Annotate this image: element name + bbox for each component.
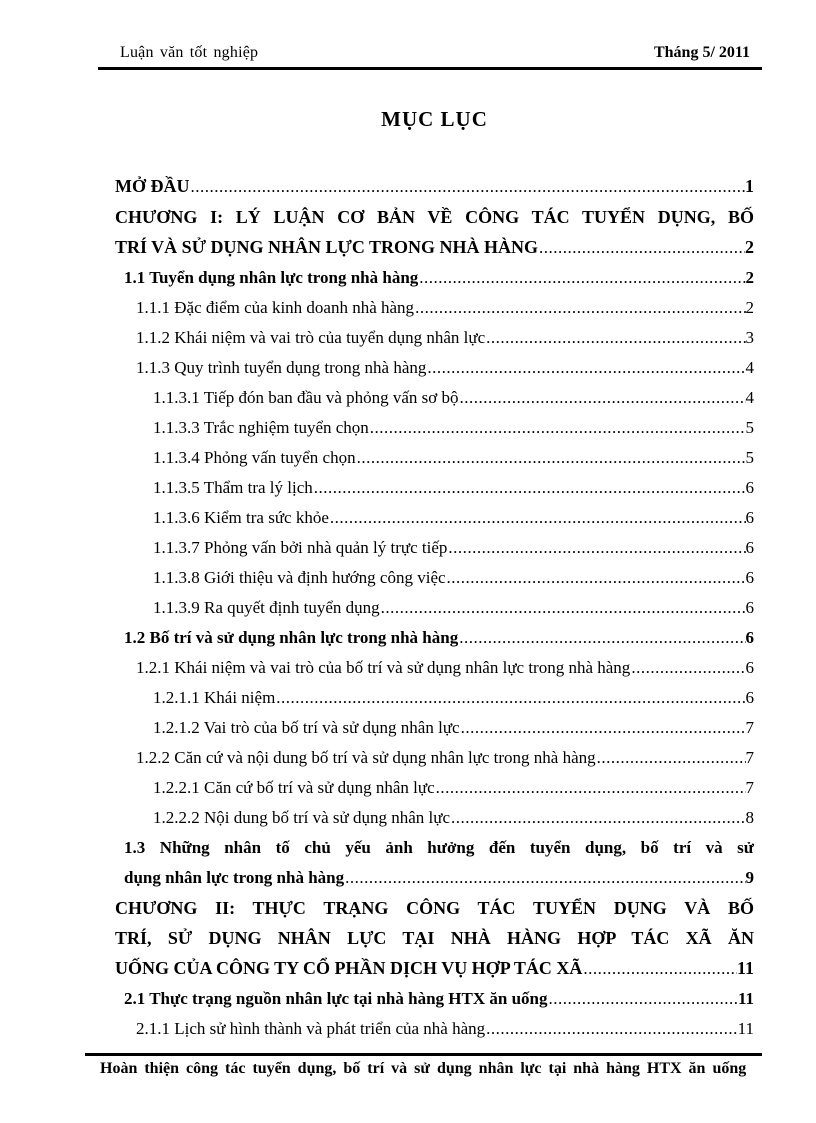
- toc-entry: [115, 683, 754, 713]
- toc-leader-dots: [414, 293, 745, 323]
- toc-entry-text: CHƯƠNG I: LÝ LUẬN CƠ BẢN VỀ CÔNG TÁC TUYỂN DỤNG, BỐ: [115, 207, 754, 227]
- toc-entry-text: 1.1.3.4 Phỏng vấn tuyển chọn: [153, 448, 356, 467]
- toc-entry-text: 1.2 Bố trí và sử dụng nhân lực trong nhà hàng: [124, 628, 459, 647]
- toc-leader-dots: [356, 443, 746, 473]
- toc-leader-dots: [190, 172, 746, 202]
- toc-entry: [115, 473, 754, 503]
- toc-entry-text: UỐNG CỦA CÔNG TY CỔ PHẦN DỊCH VỤ HỢP TÁC XÃ: [115, 958, 583, 978]
- toc-page-number: 6: [745, 478, 754, 497]
- toc-entry: [115, 893, 754, 923]
- toc-entry-text: 2.1.1 Lịch sử hình thành và phát triển của nhà hàng: [136, 1019, 486, 1038]
- toc-entry-text: 1.1.3 Quy trình tuyển dụng trong nhà hàng: [136, 358, 427, 377]
- toc-entry: [115, 353, 754, 383]
- page-footer: [85, 1053, 762, 1078]
- toc-leader-dots: [329, 503, 746, 533]
- toc-entry-text: 1.2.2 Căn cứ và nội dung bố trí và sử dụng nhân lực trong nhà hàng: [136, 748, 596, 767]
- toc-entry: [115, 984, 754, 1014]
- toc-leader-dots: [418, 263, 745, 293]
- toc-page-number: 6: [745, 688, 754, 707]
- toc-entry: [115, 413, 754, 443]
- toc-page-number: 6: [745, 658, 754, 677]
- toc-entry: [115, 713, 754, 743]
- toc-entry-text: TRÍ VÀ SỬ DỤNG NHÂN LỰC TRONG NHÀ HÀNG: [115, 237, 539, 257]
- page-header: [98, 44, 762, 70]
- toc-entry-text: 1.2.1.1 Khái niệm: [153, 688, 276, 707]
- toc-page-number: 1: [745, 176, 754, 196]
- toc-page-number: 7: [745, 748, 754, 767]
- toc-entry-text: 1.2.1.2 Vai trò của bố trí và sử dụng nhân lực: [153, 718, 460, 737]
- toc-page-number: 6: [745, 538, 754, 557]
- toc-leader-dots: [446, 563, 746, 593]
- toc-page-number: 6: [745, 628, 754, 647]
- toc-entry-text: 1.1.3.3 Trắc nghiệm tuyển chọn: [153, 418, 369, 437]
- toc-page-number: 2: [745, 268, 754, 287]
- toc-page-number: 5: [745, 448, 754, 467]
- toc-entry-text: dụng nhân lực trong nhà hàng: [124, 868, 345, 887]
- header-left-text: Luận văn tốt nghiệp: [120, 44, 259, 61]
- toc-page-number: 3: [745, 328, 754, 347]
- toc-entry: [115, 263, 754, 293]
- toc-entry-text: 1.3 Những nhân tố chủ yếu ảnh hưởng đến tuyển dụng, bố trí và sử: [124, 838, 754, 857]
- toc-entry-text: 1.1.3.6 Kiểm tra sức khỏe: [153, 508, 329, 527]
- toc-leader-dots: [275, 683, 745, 713]
- toc-page-number: 6: [745, 568, 754, 587]
- toc-entry: [115, 202, 754, 232]
- toc-page-number: 2: [745, 237, 754, 257]
- toc-leader-dots: [313, 473, 746, 503]
- toc-entry: [115, 232, 754, 263]
- toc-leader-dots: [460, 713, 746, 743]
- toc-entry-text: TRÍ, SỬ DỤNG NHÂN LỰC TẠI NHÀ HÀNG HỢP TÁC XÃ ĂN: [115, 928, 754, 948]
- toc-entry-text: 1.1 Tuyển dụng nhân lực trong nhà hàng: [124, 268, 419, 287]
- toc-page-number: 8: [745, 808, 754, 827]
- toc-entry-text: 1.1.3.7 Phỏng vấn bởi nhà quản lý trực tiếp: [153, 538, 448, 557]
- toc-leader-dots: [630, 653, 745, 683]
- toc-entry: [115, 623, 754, 653]
- toc-page-number: 9: [745, 868, 754, 887]
- toc-entry-text: 1.1.1 Đặc điểm của kinh doanh nhà hàng: [136, 298, 415, 317]
- page-title: MỤC LỤC: [381, 107, 488, 131]
- toc-page-number: 6: [745, 598, 754, 617]
- toc-entry-text: 1.1.3.9 Ra quyết định tuyển dụng: [153, 598, 380, 617]
- toc-leader-dots: [426, 353, 745, 383]
- toc-page-number: 7: [745, 778, 754, 797]
- toc-entry-text: 2.1 Thực trạng nguồn nhân lực tại nhà hàng HTX ăn uống: [124, 989, 548, 1008]
- toc-leader-dots: [380, 593, 746, 623]
- toc-entry: [115, 743, 754, 773]
- toc-entry: [115, 1014, 754, 1044]
- toc-entry-text: MỞ ĐẦU: [115, 176, 190, 196]
- toc-leader-dots: [344, 863, 745, 893]
- toc-page-number: 6: [745, 508, 754, 527]
- toc-entry-text: 1.1.3.1 Tiếp đón ban đầu và phỏng vấn sơ bộ: [153, 388, 459, 407]
- toc-page-number: 5: [745, 418, 754, 437]
- toc-entry: [115, 171, 754, 202]
- toc-entry: [115, 593, 754, 623]
- toc-entry: [115, 953, 754, 984]
- toc-leader-dots: [596, 743, 746, 773]
- toc-page-number: 2: [745, 298, 754, 317]
- toc-entry: [115, 503, 754, 533]
- toc-leader-dots: [458, 623, 745, 653]
- toc-entry: [115, 773, 754, 803]
- toc-entry-text: CHƯƠNG II: THỰC TRẠNG CÔNG TÁC TUYỂN DỤNG VÀ BỐ: [115, 898, 754, 918]
- toc-entry: [115, 383, 754, 413]
- toc-entry-text: 1.2.2.1 Căn cứ bố trí và sử dụng nhân lực: [153, 778, 435, 797]
- toc-page-number: 11: [737, 989, 754, 1008]
- toc-page-number: 4: [745, 358, 754, 377]
- toc-entry: [115, 833, 754, 863]
- header-right-text: Tháng 5/ 2011: [653, 44, 750, 61]
- toc-leader-dots: [582, 954, 737, 984]
- toc-leader-dots: [459, 383, 746, 413]
- toc-entry: [115, 803, 754, 833]
- toc-leader-dots: [485, 323, 745, 353]
- toc-leader-dots: [485, 1014, 738, 1044]
- toc-entry: [115, 323, 754, 353]
- toc-entry: [115, 923, 754, 953]
- toc-entry: [115, 533, 754, 563]
- toc-leader-dots: [447, 533, 745, 563]
- toc-leader-dots: [369, 413, 746, 443]
- toc-leader-dots: [450, 803, 745, 833]
- toc-page-number: 11: [736, 958, 754, 978]
- toc-entry-text: 1.2.1 Khái niệm và vai trò của bố trí và sử dụng nhân lực trong nhà hàng: [136, 658, 631, 677]
- toc-entry: [115, 443, 754, 473]
- toc-entry-text: 1.2.2.2 Nội dung bố trí và sử dụng nhân lực: [153, 808, 451, 827]
- table-of-contents: [115, 171, 754, 1044]
- toc-entry: [115, 293, 754, 323]
- footer-text: Hoàn thiện công tác tuyển dụng, bố trí và sử dụng nhân lực tại nhà hàng HTX ăn uống: [100, 1060, 747, 1077]
- toc-entry: [115, 563, 754, 593]
- toc-leader-dots: [435, 773, 746, 803]
- toc-entry: [115, 653, 754, 683]
- toc-page-number: 4: [745, 388, 754, 407]
- toc-entry: [115, 863, 754, 893]
- toc-page-number: 11: [737, 1019, 754, 1038]
- toc-leader-dots: [538, 233, 745, 263]
- toc-page-number: 7: [745, 718, 754, 737]
- toc-entry-text: 1.1.3.5 Thẩm tra lý lịch: [153, 478, 313, 497]
- toc-entry-text: 1.1.3.8 Giới thiệu và định hướng công việc: [153, 568, 446, 587]
- toc-entry-text: 1.1.2 Khái niệm và vai trò của tuyển dụng nhân lực: [136, 328, 486, 347]
- toc-leader-dots: [548, 984, 738, 1014]
